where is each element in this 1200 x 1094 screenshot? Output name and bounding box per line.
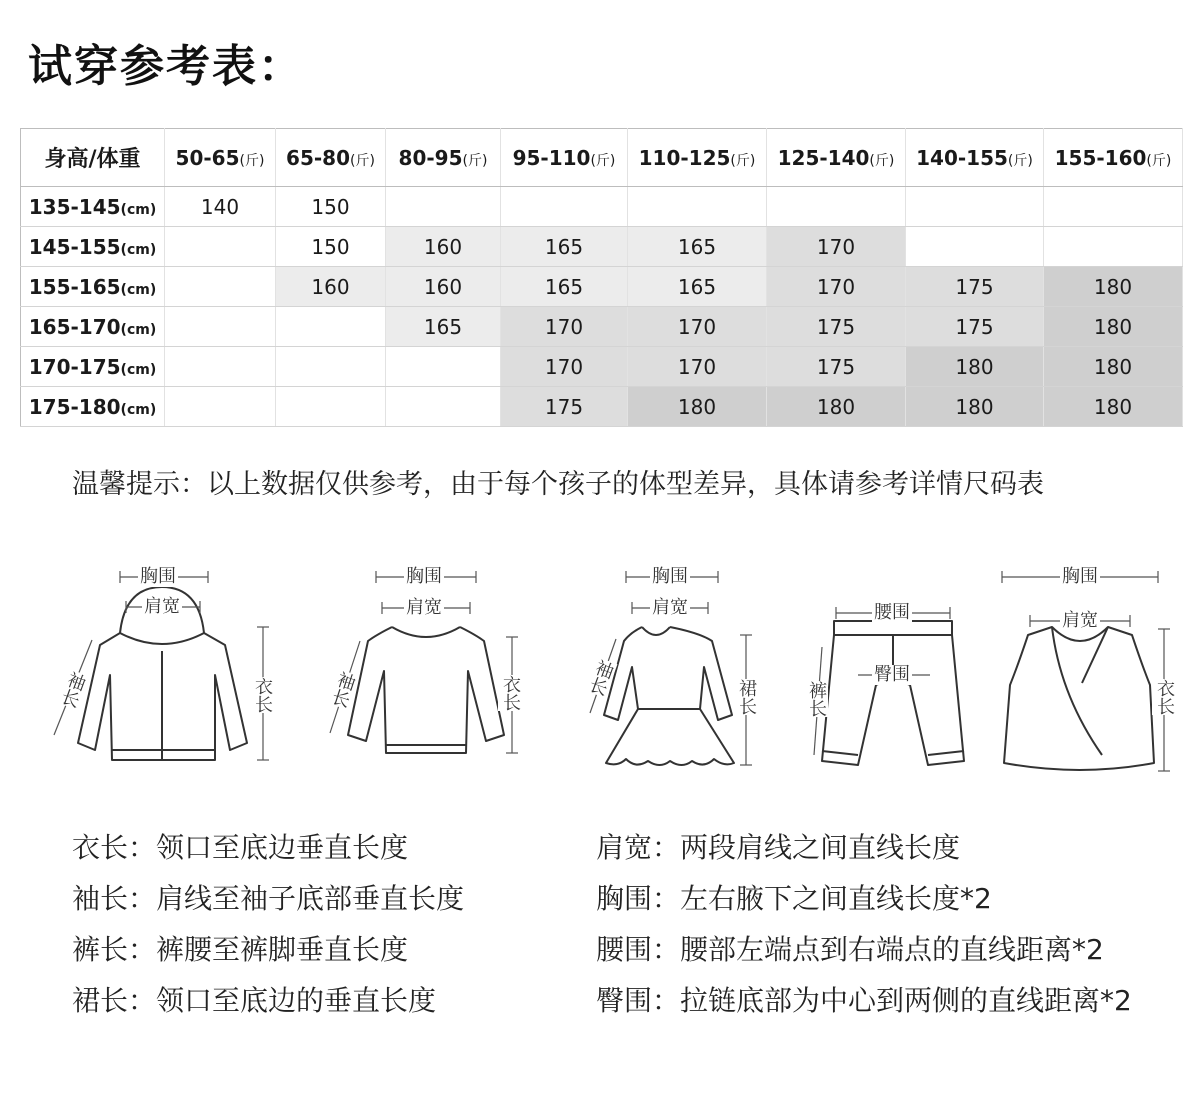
size-cell: 175 (501, 387, 628, 427)
weight-unit: (斤) (869, 152, 895, 169)
weight-range: 95-110 (512, 145, 591, 170)
skirt-length-label: 裙长 (736, 679, 757, 715)
size-cell (386, 387, 501, 427)
size-cell (767, 187, 906, 227)
size-cell: 160 (386, 227, 501, 267)
table-row (21, 387, 1183, 427)
size-cell (276, 347, 386, 387)
waist-label: 腰围 (874, 602, 910, 623)
vest-illustration (990, 555, 1170, 780)
height-row-header (21, 347, 165, 387)
shoulder-label: 肩宽 (652, 597, 688, 618)
height-unit: (cm) (120, 321, 157, 338)
hip-label: 臀围 (874, 664, 910, 685)
top-length-label: 衣长 (500, 675, 521, 711)
definition-waist: 腰围：腰部左端点到右端点的直线距离*2 (596, 933, 1104, 966)
size-cell: 175 (906, 307, 1044, 347)
height-row-header (21, 187, 165, 227)
height-unit: (cm) (120, 361, 157, 378)
size-cell: 180 (1044, 307, 1183, 347)
definition-hip: 臀围：拉链底部为中心到两侧的直线距离*2 (596, 984, 1132, 1017)
size-cell: 180 (906, 387, 1044, 427)
size-cell: 180 (1044, 387, 1183, 427)
measurement-diagrams (40, 555, 1175, 780)
weight-column-header (501, 129, 628, 187)
size-cell: 170 (767, 227, 906, 267)
size-cell: 180 (906, 347, 1044, 387)
table-row (21, 347, 1183, 387)
height-range: 175-180 (28, 394, 121, 419)
pants-length-label: 裤长 (806, 681, 827, 717)
page-title: 试穿参考表： (28, 41, 304, 92)
size-cell: 180 (1044, 267, 1183, 307)
size-cell (1044, 187, 1183, 227)
weight-column-header (628, 129, 767, 187)
chest-label: 胸围 (406, 566, 442, 587)
size-cell: 170 (767, 267, 906, 307)
definition-shoulder: 肩宽：两段肩线之间直线长度 (596, 831, 961, 864)
weight-range: 65-80 (286, 145, 351, 170)
jacket-illustration (40, 555, 270, 780)
size-cell: 165 (628, 227, 767, 267)
size-cell: 170 (628, 307, 767, 347)
weight-range: 50-65 (175, 145, 240, 170)
top-length-label: 衣长 (252, 677, 273, 713)
height-range: 135-145 (28, 194, 121, 219)
weight-range: 80-95 (398, 145, 463, 170)
size-cell (501, 187, 628, 227)
size-cell: 180 (767, 387, 906, 427)
table-row (21, 187, 1183, 227)
chest-label: 胸围 (1062, 566, 1098, 587)
tip-text: 温馨提示：以上数据仅供参考，由于每个孩子的体型差异，具体请参考详情尺码表 (72, 469, 1044, 500)
height-row-header (21, 227, 165, 267)
size-cell (165, 307, 276, 347)
size-cell (906, 187, 1044, 227)
sweater-illustration (300, 555, 530, 780)
weight-column-header (906, 129, 1044, 187)
table-row (21, 267, 1183, 307)
size-reference-table (20, 128, 1183, 427)
size-cell (628, 187, 767, 227)
height-unit: (cm) (120, 281, 157, 298)
size-cell: 165 (501, 227, 628, 267)
size-cell: 165 (628, 267, 767, 307)
height-unit: (cm) (120, 241, 157, 258)
size-cell (1044, 227, 1183, 267)
definition-top-length: 衣长：领口至底边垂直长度 (72, 831, 409, 864)
height-range: 165-170 (28, 314, 121, 339)
sleeve-label: 袖长 (584, 656, 617, 698)
definition-chest: 胸围：左右腋下之间直线长度*2 (596, 882, 992, 915)
size-cell (906, 227, 1044, 267)
weight-column-header (386, 129, 501, 187)
size-cell: 140 (165, 187, 276, 227)
definition-skirt-length: 裙长：领口至底边的垂直长度 (72, 984, 437, 1017)
size-cell: 180 (628, 387, 767, 427)
weight-range: 155-160 (1054, 145, 1147, 170)
vest-diagram (990, 555, 1175, 780)
height-unit: (cm) (120, 401, 157, 418)
weight-range: 125-140 (777, 145, 870, 170)
size-cell (165, 227, 276, 267)
weight-column-header (165, 129, 276, 187)
size-cell (165, 267, 276, 307)
size-cell: 180 (1044, 347, 1183, 387)
weight-unit: (斤) (730, 152, 756, 169)
shoulder-label: 肩宽 (1062, 610, 1098, 631)
weight-column-header (1044, 129, 1183, 187)
weight-range: 140-155 (916, 145, 1008, 170)
size-cell: 165 (386, 307, 501, 347)
height-range: 155-165 (28, 274, 121, 299)
height-row-header (21, 267, 165, 307)
table-corner-header: 身高/体重 (21, 129, 165, 187)
shoulder-label: 肩宽 (144, 596, 180, 617)
definitions-right (596, 822, 1132, 1026)
size-cell: 165 (501, 267, 628, 307)
weight-column-header (767, 129, 906, 187)
size-cell: 170 (501, 347, 628, 387)
table-header-row (21, 129, 1183, 187)
definitions-left (72, 822, 464, 1026)
size-cell: 160 (386, 267, 501, 307)
sleeve-label: 袖长 (326, 668, 359, 710)
size-cell (165, 347, 276, 387)
size-cell: 175 (767, 307, 906, 347)
chest-label: 胸围 (140, 566, 176, 587)
jacket-diagram (40, 555, 273, 780)
weight-unit: (斤) (1146, 152, 1172, 169)
top-length-label: 衣长 (1154, 679, 1175, 715)
sweater-diagram (300, 555, 530, 780)
height-row-header (21, 307, 165, 347)
definition-pants-length: 裤长：裤腰至裤脚垂直长度 (72, 933, 409, 966)
size-cell (386, 347, 501, 387)
table-row (21, 307, 1183, 347)
weight-unit: (斤) (590, 152, 616, 169)
sleeve-label: 袖长 (56, 668, 89, 710)
size-cell: 160 (276, 267, 386, 307)
size-cell (386, 187, 501, 227)
size-cell: 175 (767, 347, 906, 387)
pants-diagram (800, 555, 980, 780)
height-row-header (21, 387, 165, 427)
size-cell (165, 387, 276, 427)
table-row (21, 227, 1183, 267)
height-range: 170-175 (28, 354, 121, 379)
size-cell (276, 307, 386, 347)
weight-unit: (斤) (239, 152, 265, 169)
size-cell: 175 (906, 267, 1044, 307)
height-unit: (cm) (120, 201, 157, 218)
size-cell: 150 (276, 227, 386, 267)
weight-unit: (斤) (462, 152, 488, 169)
shoulder-label: 肩宽 (406, 597, 442, 618)
chest-label: 胸围 (652, 566, 688, 587)
weight-column-header (276, 129, 386, 187)
weight-range: 110-125 (638, 145, 731, 170)
size-cell: 150 (276, 187, 386, 227)
size-cell: 170 (501, 307, 628, 347)
table-body (21, 187, 1183, 427)
height-range: 145-155 (28, 234, 121, 259)
dress-diagram (560, 555, 790, 780)
definition-sleeve-length: 袖长：肩线至袖子底部垂直长度 (72, 882, 465, 915)
size-cell (276, 387, 386, 427)
weight-unit: (斤) (350, 152, 375, 169)
size-cell: 170 (628, 347, 767, 387)
weight-unit: (斤) (1007, 152, 1033, 169)
